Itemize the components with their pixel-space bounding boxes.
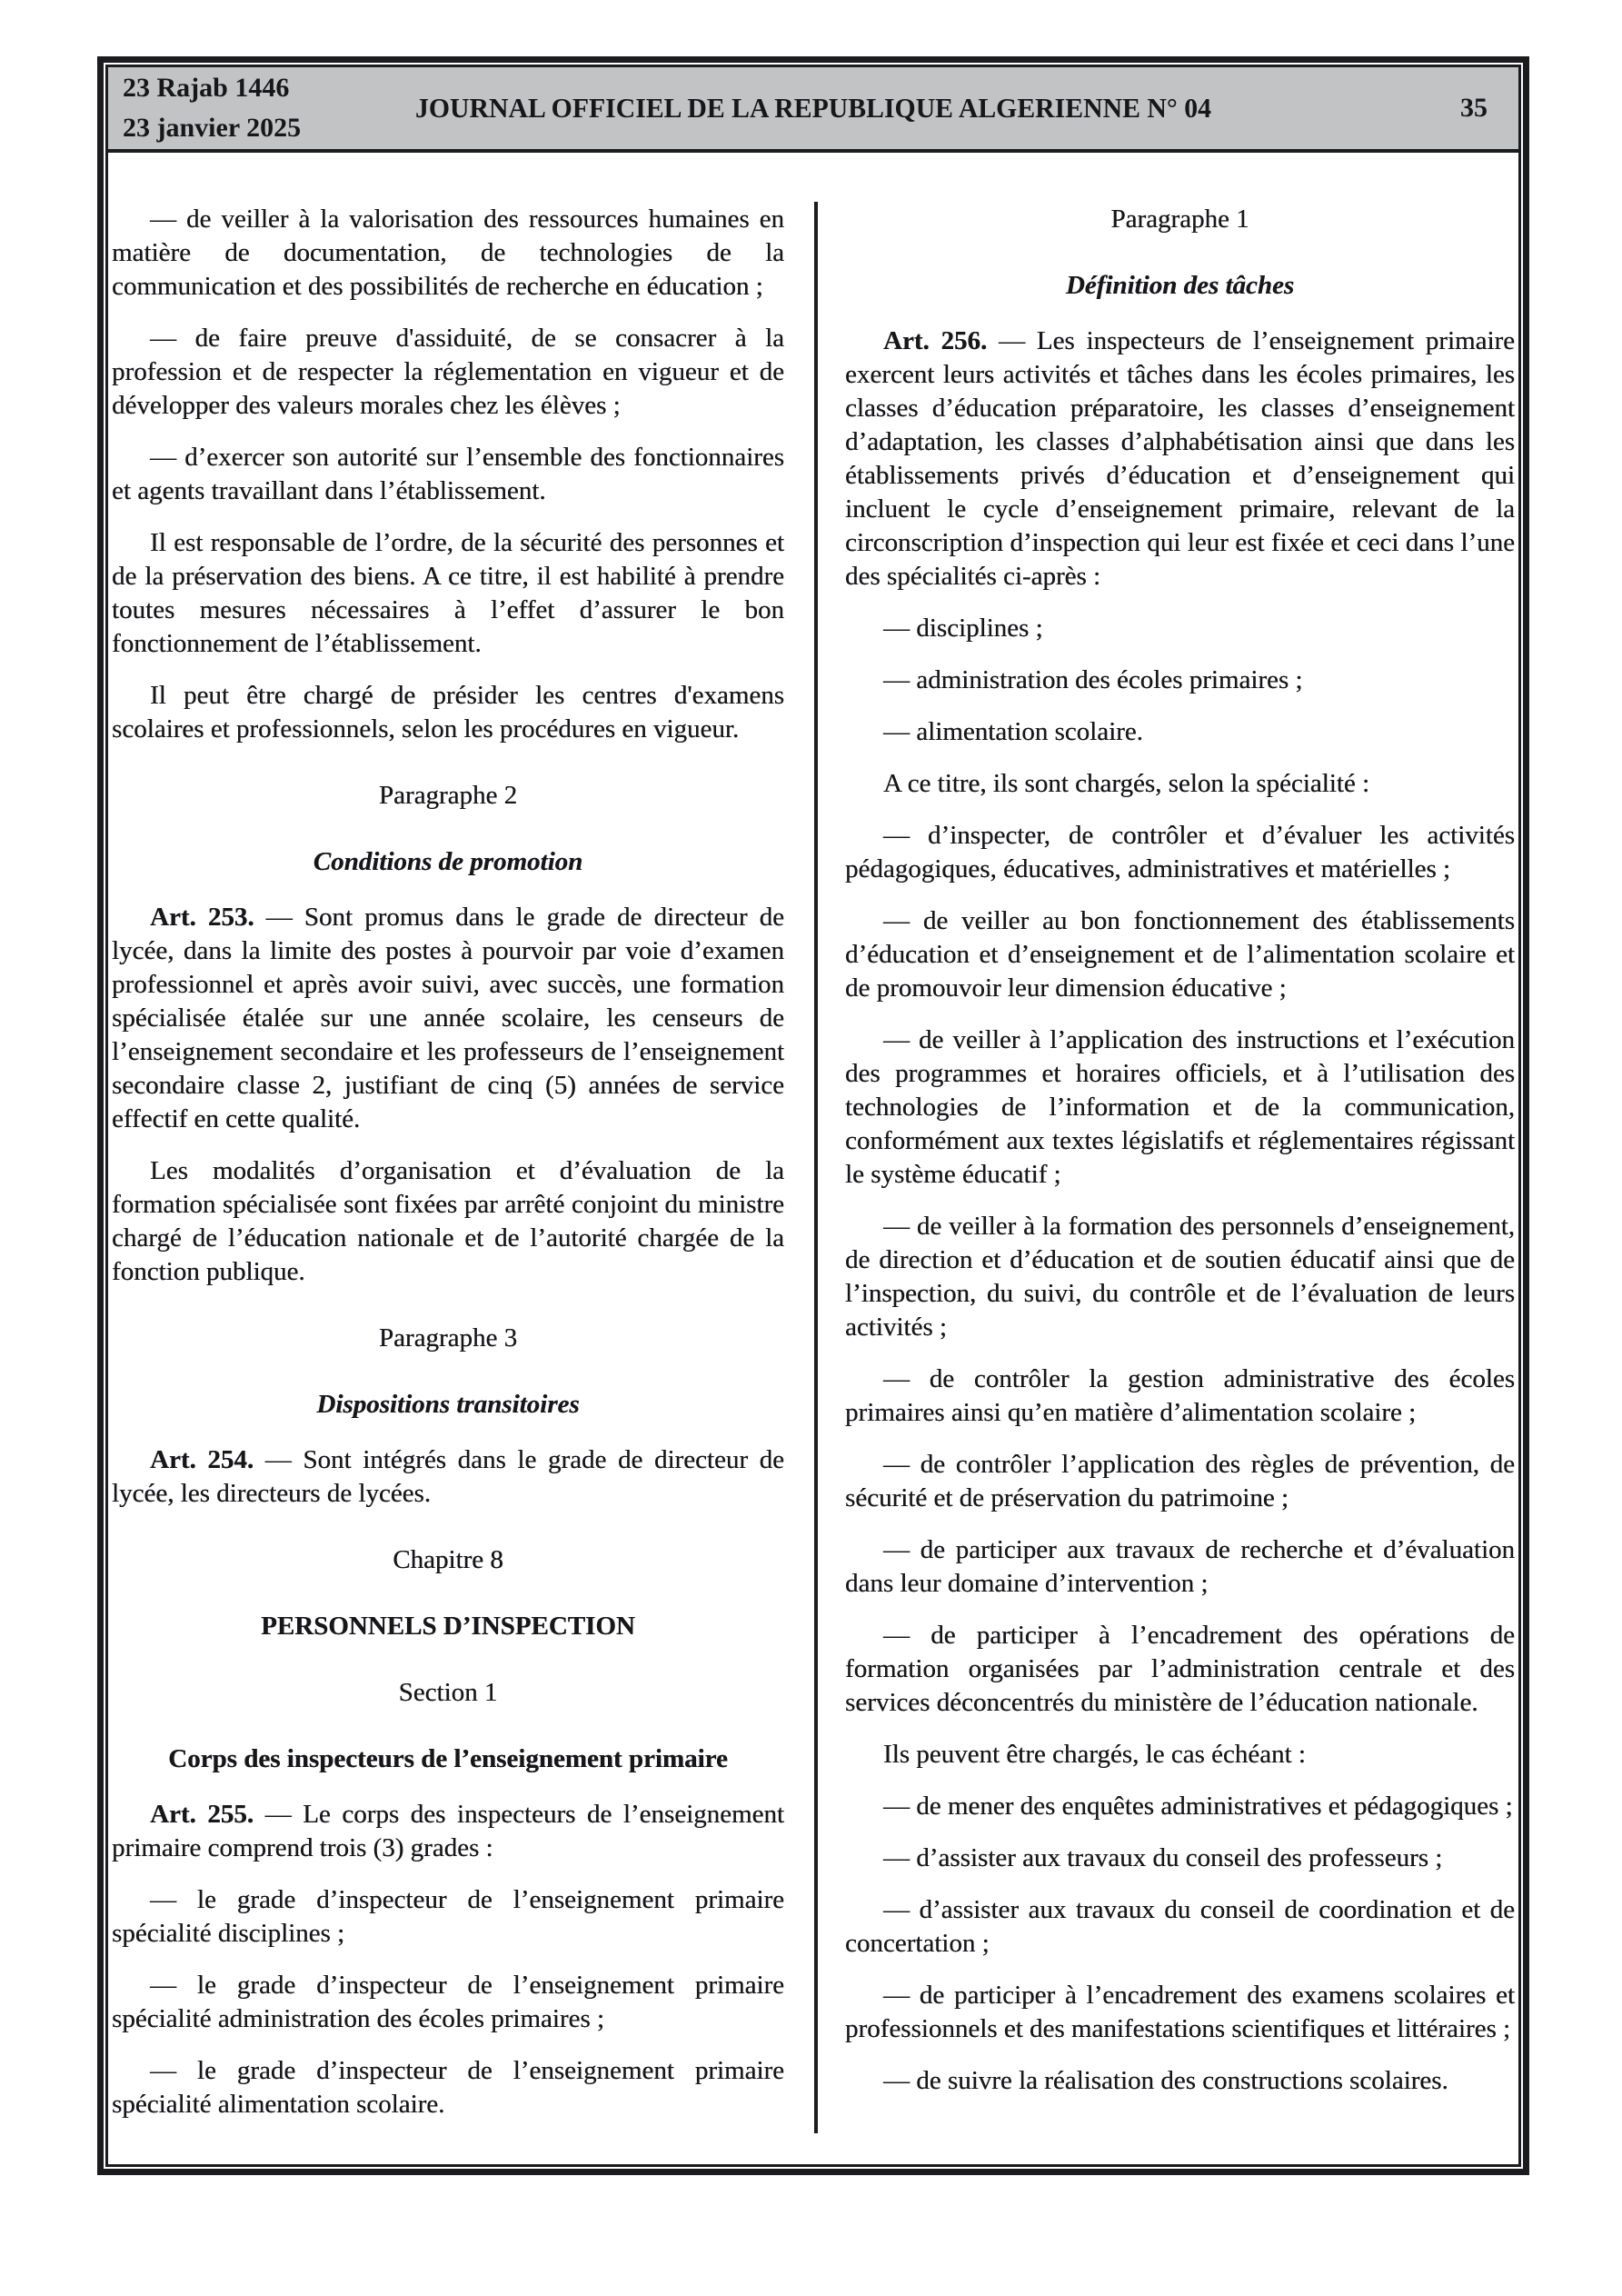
list-item-paragraph: — d’inspecter, de contrôler et d’évaluer les activités pédagogiques, éducatives, administratives et matérielles ; [845,821,1515,883]
paragraph: Ils peuvent être chargés, le cas échéant : [883,1740,1306,1769]
section-heading: Paragraphe 2 [378,781,518,810]
list-item-paragraph: — de contrôler la gestion administrative des écoles primaires ainsi qu’en matière d’alimentation scolaire ; [845,1364,1515,1427]
gregorian-date: 23 janvier 2025 [123,113,302,143]
list-item-paragraph: — de suivre la réalisation des constructions scolaires. [883,2066,1448,2095]
section-heading: Section 1 [398,1678,498,1707]
journal-title: JOURNAL OFFICIEL DE LA REPUBLIQUE ALGERIENNE N° 04 [415,92,1211,124]
section-subtitle: Conditions de promotion [313,847,583,876]
list-item-paragraph: — de veiller à la valorisation des ressources humaines en matière de documentation, de technologies de la communication et des possibilités de recherche en éducation ; [112,205,784,301]
article-paragraph: Art. 253. — Sont promus dans le grade de directeur de lycée, dans la limite des postes à pourvoir par voie d’examen professionnel et après avoir suivi, avec succès, une formation spécialisée étalée sur une année scolaire, les censeurs de l’enseignement secondaire et les professeurs de l’enseignement secondaire classe 2, justifiant de cinq (5) années de service effectif en cette qualité. [112,903,784,1133]
paragraph: A ce titre, ils sont chargés, selon la spécialité : [883,769,1370,798]
page-number: 35 [1460,93,1488,123]
list-item-paragraph: — administration des écoles primaires ; [883,665,1303,694]
left-column [112,203,784,2140]
list-item-paragraph: — le grade d’inspecteur de l’enseignement primaire spécialité alimentation scolaire. [112,2056,784,2119]
list-item-paragraph: — disciplines ; [883,614,1043,643]
section-heading: Paragraphe 1 [1110,205,1249,234]
paragraph: Il est responsable de l’ordre, de la sécurité des personnes et de la préservation des biens. A ce titre, il est habilité à prendre toutes mesures nécessaires à l’effet d’assurer le bon fonctionnement de l’établissement. [112,528,784,658]
section-title: PERSONNELS D’INSPECTION [261,1612,635,1641]
list-item-paragraph: — de participer aux travaux de recherche et d’évaluation dans leur domaine d’intervention ; [845,1535,1515,1598]
list-item-paragraph: — de veiller à la formation des personnels d’enseignement, de direction et d’éducation et de soutien éducatif ainsi que de l’inspection, du suivi, du contrôle et de l’évaluation de leurs activités ; [845,1212,1515,1342]
paragraph: Les modalités d’organisation et d’évaluation de la formation spécialisée sont fixées par arrêté conjoint du ministre chargé de l’éducation nationale et de l’autorité chargée de la fonction publique. [112,1156,784,1286]
list-item-paragraph: — d’assister aux travaux du conseil de coordination et de concertation ; [845,1895,1515,1958]
list-item-paragraph: — de participer à l’encadrement des examens scolaires et professionnels et des manifestations scientifiques et littéraires ; [845,1981,1515,2043]
article-paragraph: Art. 254. — Sont intégrés dans le grade de directeur de lycée, les directeurs de lycées. [112,1445,784,1508]
article-number: Art. 256. [883,326,988,355]
list-item-paragraph: — de faire preuve d'assiduité, de se consacrer à la profession et de respecter la réglementation en vigueur et de développer des valeurs morales chez les élèves ; [112,324,784,420]
article-number: Art. 254. [150,1445,254,1474]
section-subtitle: Dispositions transitoires [316,1390,580,1419]
list-item-paragraph: — de participer à l’encadrement des opérations de formation organisées par l’administration centrale et des services déconcentrés du ministère de l’éducation nationale. [845,1621,1515,1717]
article-paragraph: Art. 256. — Les inspecteurs de l’enseignement primaire exercent leurs activités et tâches dans les écoles primaires, les classes d’éducation préparatoire, les classes d’enseignement d’adaptation, les classes d’alphabétisation ainsi que dans les établissements privés d’éducation et d’enseignement qui incluent le cycle d’enseignement primaire, relevant de la circonscription d’inspection qui leur est fixée et ceci dans l’une des spécialités ci-après : [845,326,1515,591]
article-number: Art. 253. [150,903,254,932]
list-item-paragraph: — le grade d’inspecteur de l’enseignement primaire spécialité administration des écoles primaires ; [112,1971,784,2033]
list-item-paragraph: — de mener des enquêtes administratives et pédagogiques ; [883,1792,1513,1821]
issue-dates [108,68,301,148]
hijri-date: 23 Rajab 1446 [123,73,290,103]
paragraph: Il peut être chargé de présider les centres d'examens scolaires et professionnels, selon les procédures en vigueur. [112,681,784,744]
list-item-paragraph: — le grade d’inspecteur de l’enseignement primaire spécialité disciplines ; [112,1885,784,1948]
section-title: Corps des inspecteurs de l’enseignement primaire [168,1744,728,1773]
list-item-paragraph: — alimentation scolaire. [883,717,1143,746]
page-frame [97,56,1529,2175]
section-heading: Chapitre 8 [393,1545,503,1574]
article-paragraph: Art. 255. — Le corps des inspecteurs de l’enseignement primaire comprend trois (3) grades : [112,1800,784,1862]
column-divider [814,202,818,2133]
list-item-paragraph: — d’assister aux travaux du conseil des professeurs ; [883,1843,1443,1872]
list-item-paragraph: — de contrôler l’application des règles de prévention, de sécurité et de préservation du patrimoine ; [845,1450,1515,1512]
section-subtitle: Définition des tâches [1065,271,1295,300]
right-column [845,203,1515,2116]
list-item-paragraph: — d’exercer son autorité sur l’ensemble des fonctionnaires et agents travaillant dans l’établissement. [112,443,784,505]
list-item-paragraph: — de veiller à l’application des instructions et l’exécution des programmes et horaires officiels, et à l’utilisation des technologies de l’information et de la communication, conformément aux textes législatifs et réglementaires régissant le système éducatif ; [845,1025,1515,1189]
list-item-paragraph: — de veiller au bon fonctionnement des établissements d’éducation et d’enseignement et de l’alimentation scolaire et de promouvoir leur dimension éducative ; [845,906,1515,1003]
article-number: Art. 255. [150,1800,254,1829]
section-heading: Paragraphe 3 [378,1323,518,1353]
masthead [108,67,1518,153]
page-frame-inner [105,65,1521,2167]
